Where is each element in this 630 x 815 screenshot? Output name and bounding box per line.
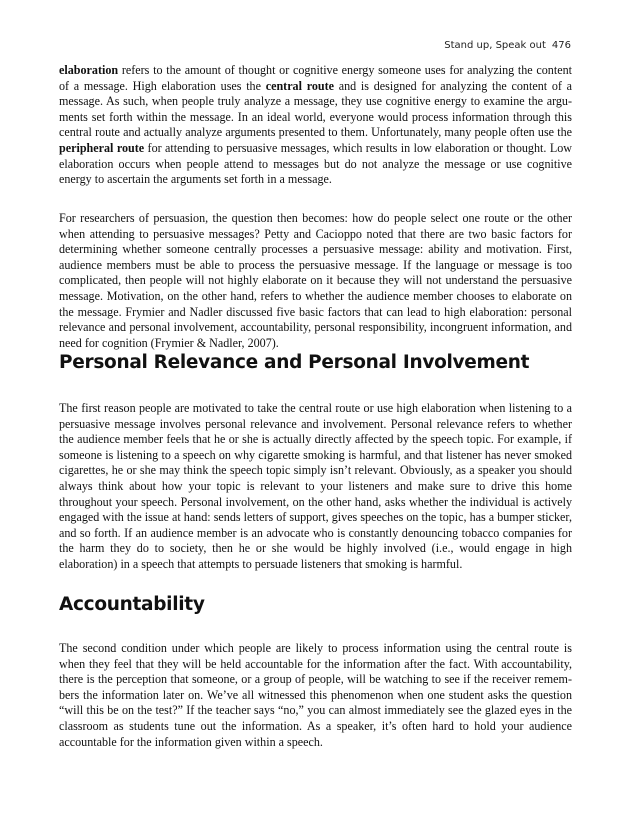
- section-heading-personal-relevance: Personal Relevance and Personal Involvement: [59, 352, 530, 373]
- term-central-route: central route: [265, 78, 335, 93]
- section-heading-accountability: Accountability: [59, 594, 205, 615]
- paragraph-text: refers to the amount of thought or cognitive energy someone uses for analyzing the content of a message. High elaboration uses the: [59, 63, 572, 93]
- paragraph-accountability: The second condition under which people are likely to process information using the central route is when they feel that they will be held accountable for the information after the fact. With accountability, there is the perception that someone, or a group of people, will be watching to see if the receiver remembers the information later on. We’ve all witnessed this phenomenon when one student asks the question “will this be on the test?” If the teacher says “no,” you can almost immediately see the glazed eyes in the classroom as students tune out the information. As a speaker, it’s often hard to hold your audience accountable for the information given within a speech.: [59, 641, 572, 749]
- paragraph-persuasion-routes: For researchers of persuasion, the question then becomes: how do people select one route or the other when attending to persuasive messages? Petty and Cacioppo noted that there are two basic factors for determining whether someone centrally processes a persuasive message: ability and motivation. First, audience members must be able to process the persuasive message. If the language or message is too complicated, then people will not highly elaborate on it because they will not understand the persuasive message. Motivation, on the other hand, refers to whether the audience member chooses to elaborate on the message. Frymier and Nadler discussed five basic factors that can lead to high elaboration: personal relevance and personal involvement, accountability, personal responsibility, incongruent information, and need for cognition (Frymier & Nadler, 2007).: [59, 211, 572, 350]
- paragraph-text: and is designed for analyzing the content of a message. As such, when people truly analyze a message, they use cognitive energy to examine the arguments set forth within the message. In an ideal world, everyone would process information through this central route and actually analyze arguments presented to them. Unfortunately, many people often use the: [59, 78, 572, 140]
- running-title: Stand up, Speak out: [444, 40, 546, 51]
- paragraph-text: for attending to persuasive messages, which results in low elaboration or thought. Low elaboration occurs when people attend to messages but do not analyze the message or use cognitive energy to ascertain the arguments set forth in a message.: [59, 140, 572, 187]
- page-number: 476: [551, 40, 571, 51]
- paragraph-personal-relevance: The first reason people are motivated to take the central route or use high elaboration when listening to a persuasive message involves personal relevance and involvement. Personal relevance refers to whether the audience member feels that he or she is actually directly affected by the speech topic. For example, if someone is listening to a speech on why cigarette smoking is harmful, and that listener has never smoked cigarettes, he or she may think the speech topic simply isn’t relevant. Obviously, as a speaker you should always think about how your topic is relevant to your listeners and make sure to drive this home throughout your speech. Personal involvement, on the other hand, asks whether the individual is actively engaged with the issue at hand: sends letters of support, gives speeches on the topic, has a bumper sticker, and so forth. If an audience member is an advocate who is constantly denouncing tobacco companies for the harm they do to society, then he or she would be highly involved (i.e., would engage in high elaboration) in a speech that attempts to persuade listeners that smoking is harmful.: [59, 401, 572, 571]
- running-header: [444, 40, 571, 51]
- term-elaboration: elaboration: [59, 63, 119, 77]
- paragraph-elaboration: [59, 63, 572, 188]
- term-peripheral-route: peripheral route: [59, 140, 145, 155]
